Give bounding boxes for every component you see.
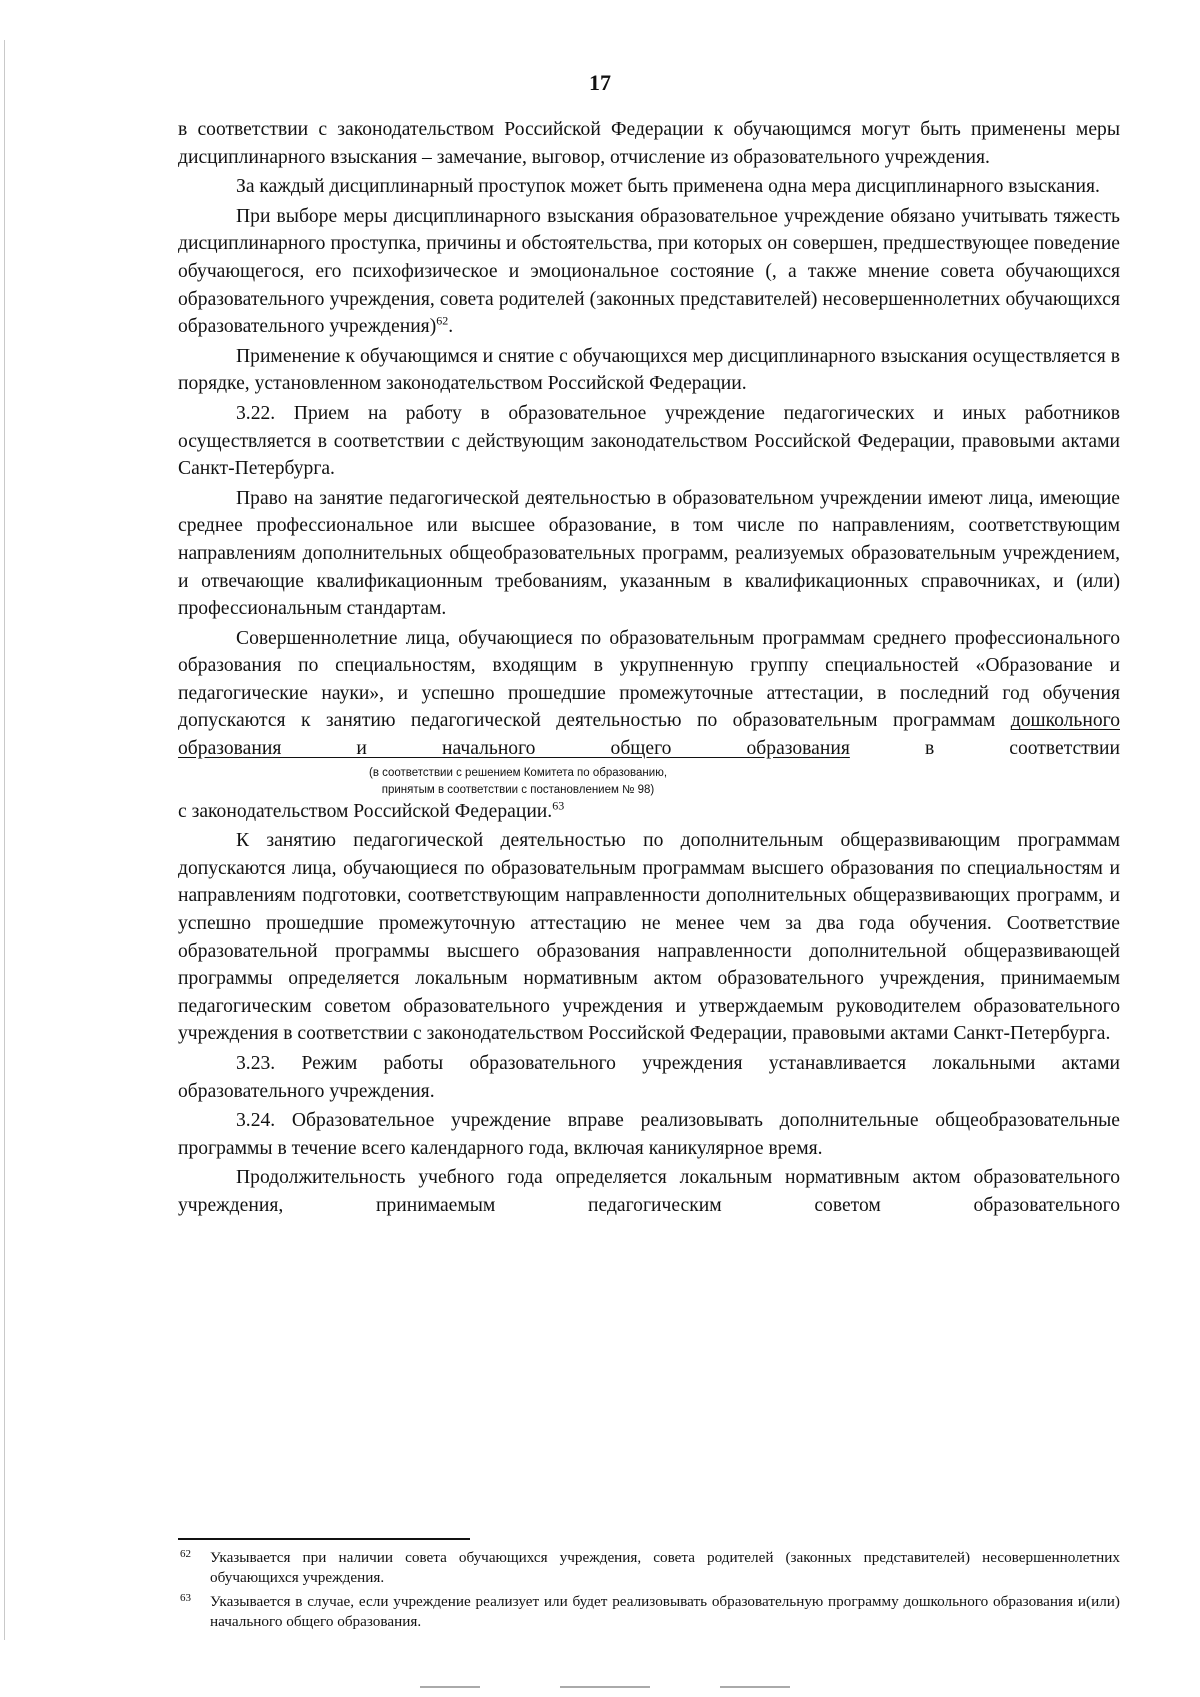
paragraph-measure-choice xyxy=(178,203,1120,341)
paragraph-text: Право на занятие педагогической деятельностью в образовательном учреждении имеют лица, имеющие среднее профессиональное или высшее образование, в том числе по направлениям, соответствующим направлениям дополнительных общеобразовательных программ, реализуемых образовательным учреждением, и отвечающие квалификационным требованиям, указанным в квалификационных справочниках, и (или) профессиональным стандартам. xyxy=(178,487,1120,620)
footnote-text: Указывается в случае, если учреждение реализует или будет реализовывать образовательную программу дошкольного образования и(или) начального общего образования. xyxy=(210,1593,1120,1630)
paragraph-text: с законодательством Российской Федерации. xyxy=(178,800,553,822)
paragraph-text: 3.24. Образовательное учреждение вправе реализовывать дополнительные общеобразовательные программы в течение всего календарного года, включая каникулярное время. xyxy=(178,1110,1120,1159)
paragraph-text: За каждый дисциплинарный проступок может быть применена одна мера дисциплинарного взыскания. xyxy=(236,176,1100,198)
footnote-62 xyxy=(178,1548,1120,1588)
paragraph-text: Применение к обучающимся и снятие с обучающихся мер дисциплинарного взыскания осуществляется в порядке, установленном законодательством Российской Федерации. xyxy=(178,345,1120,395)
paragraph-school-year xyxy=(178,1164,1120,1219)
paragraph-tail: в соответствии xyxy=(924,738,1120,760)
annotation-line-2: принятым в соответствии с постановлением № 98) xyxy=(381,783,655,796)
paragraph-3-24-programs xyxy=(178,1107,1120,1162)
annotation-line-1: (в соответствии с решением Комитета по образованию, xyxy=(368,766,668,779)
footnote-ref-62: 62 xyxy=(436,313,449,328)
paragraph-tail: . xyxy=(448,316,454,338)
paragraph-text: 3.22. Прием на работу в образовательное учреждение педагогических и иных работников осуществляется в соответствии с действующим законодательством Российской Федерации, правовыми актами Санкт-Петербурга. xyxy=(178,402,1120,480)
paragraph-adult-students xyxy=(178,625,1120,763)
paragraph-adult-students-end xyxy=(178,798,1120,826)
body-text xyxy=(178,116,1120,1222)
footnote-separator xyxy=(178,1538,470,1540)
paragraph-text: Продолжительность учебного года определяется локальным нормативным актом образовательного учреждения, принимаемым педагогическим советом образовательного xyxy=(178,1167,1120,1216)
paragraph-one-measure xyxy=(178,173,1120,201)
footnote-mark: 63 xyxy=(180,1592,191,1604)
paragraph-text: При выборе меры дисциплинарного взыскания образовательное учреждение обязано учитывать тяжесть дисциплинарного проступка, причины и обстоятельства, при которых он совершен, предшествующее поведение обучающегося, его психофизическое и эмоциональное состояние (, а также мнение совета обучающихся образовательного учреждения, совета родителей (законных представителей) несовершеннолетних обучающихся образовательного учреждения) xyxy=(178,205,1120,338)
page-number: 17 xyxy=(589,70,611,95)
underlined-phrase: дошкольного образования и начального общего образования xyxy=(178,710,1120,760)
paragraph-text: в соответствии с законодательством Российской Федерации к обучающимся могут быть применены меры дисциплинарного взыскания – замечание, выговор, отчисление из образовательного учреждения. xyxy=(178,119,1120,168)
paragraph-text: 3.23. Режим работы образовательного учреждения устанавливается локальными актами образовательного учреждения. xyxy=(178,1053,1120,1102)
paragraph-text: К занятию педагогической деятельностью по дополнительным общеразвивающим программам допускаются лица, обучающиеся по образовательным программам высшего образования по специальностям и направлениям подготовки, соответствующим направленности дополнительных общеразвивающих программ, и успешно прошедшие промежуточную аттестацию не менее чем за два года обучения. Соответствие образовательной программы высшего образования направленности дополнительной общеразвивающей программы определяется локальным нормативным актом образовательного учреждения, принимаемым педагогическим советом образовательного учреждения и утверждаемым руководителем образовательного учреждения в соответствии с законодательством Российской Федерации, правовыми актами Санкт-Петербурга. xyxy=(178,830,1120,1045)
inline-annotation xyxy=(308,765,728,799)
paragraph-3-23-work-mode xyxy=(178,1050,1120,1105)
scan-margin-line xyxy=(4,40,5,1640)
paragraph-text: Совершеннолетние лица, обучающиеся по образовательным программам среднего профессионального образования по специальностям, входящим в укрупненную группу специальностей «Образование и педагогические науки», и успешно прошедшие промежуточные аттестации, в последний год обучения допускаются к занятию педагогической деятельностью по образовательным программам xyxy=(178,627,1120,732)
footnote-text: Указывается при наличии совета обучающихся учреждения, совета родителей (законных представителей) несовершеннолетних обучающихся учреждения. xyxy=(210,1549,1120,1586)
scan-bottom-marks xyxy=(420,1686,880,1690)
paragraph-disciplinary-measures xyxy=(178,116,1120,171)
footnote-mark: 62 xyxy=(180,1548,191,1560)
footnote-63 xyxy=(178,1592,1120,1632)
paragraph-higher-ed-students xyxy=(178,827,1120,1048)
paragraph-application-removal xyxy=(178,343,1120,398)
footnotes xyxy=(178,1548,1120,1636)
paragraph-teaching-right xyxy=(178,485,1120,623)
paragraph-3-22-hiring xyxy=(178,400,1120,483)
footnote-ref-63: 63 xyxy=(552,798,565,813)
